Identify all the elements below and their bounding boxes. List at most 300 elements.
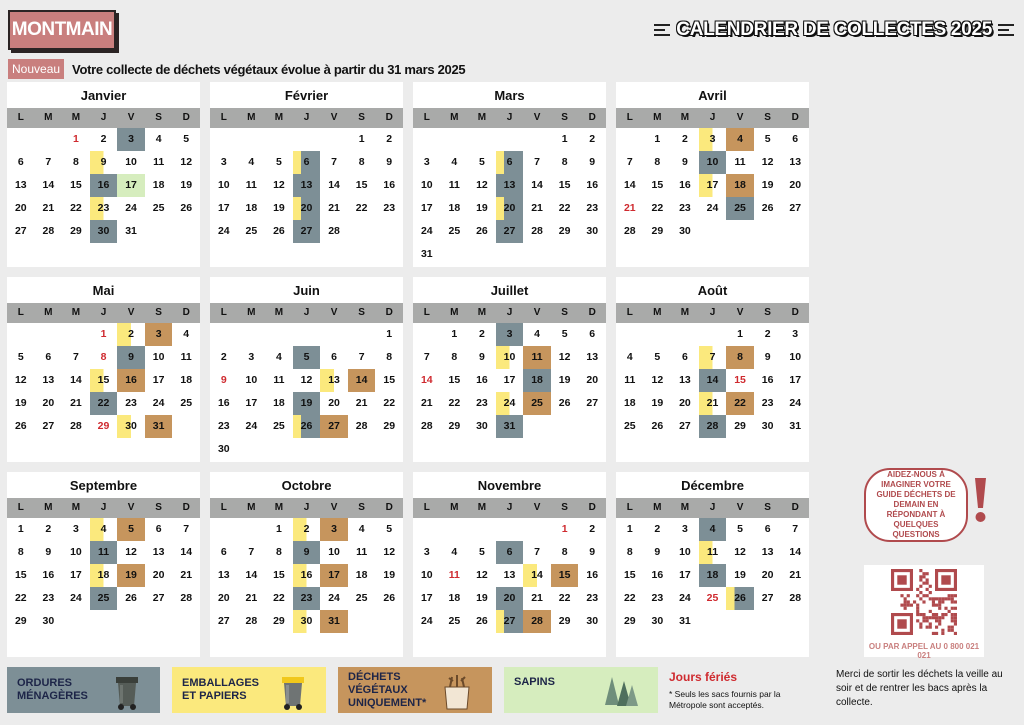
day-cell: 3 xyxy=(496,323,524,346)
qr-module xyxy=(919,575,922,578)
day-cell: 15 xyxy=(14,569,27,581)
qr-module xyxy=(938,607,941,610)
day-cell: 22 xyxy=(90,392,118,415)
qr-module xyxy=(922,600,925,603)
weekday-label: M xyxy=(44,502,53,513)
qr-module xyxy=(951,629,954,632)
day-cell: 20 xyxy=(761,569,774,581)
day-cell: 29 xyxy=(734,420,746,432)
day-cell: 12 xyxy=(14,374,27,386)
day-cell: 5 xyxy=(737,523,743,535)
day-cell: 22 xyxy=(726,392,754,415)
weekday-label: S xyxy=(764,307,771,318)
day-cell: 26 xyxy=(476,615,488,627)
day-cell: 24 xyxy=(789,397,802,409)
weekday-label: S xyxy=(764,112,771,123)
day-cell: 3 xyxy=(248,351,255,363)
qr-module xyxy=(935,613,938,616)
day-cell: 23 xyxy=(761,397,774,409)
day-cell: 22 xyxy=(355,202,368,214)
weekday-label: M xyxy=(653,307,662,318)
qr-finder xyxy=(897,619,906,628)
qr-module xyxy=(935,619,938,622)
weekday-label: M xyxy=(450,502,459,513)
day-cell: 29 xyxy=(14,615,27,627)
qr-module xyxy=(910,604,913,607)
empty-cell xyxy=(523,518,551,541)
weekday-label: S xyxy=(155,112,162,123)
day-cell: 4 xyxy=(626,351,633,363)
day-cell: 17 xyxy=(245,397,258,409)
weekday-label: J xyxy=(506,307,513,318)
qr-module xyxy=(907,600,910,603)
day-cell: 28 xyxy=(420,420,433,432)
legend-em-line1: EMBALLAGES xyxy=(182,677,259,689)
day-cell: 17 xyxy=(420,592,433,604)
qr-module xyxy=(935,626,938,629)
qr-module xyxy=(951,626,954,629)
qr-module xyxy=(916,613,919,616)
day-cell: 1 xyxy=(73,133,79,145)
day-cell: 25 xyxy=(523,392,551,415)
day-cell: 13 xyxy=(496,174,524,197)
day-cell: 15 xyxy=(383,374,396,386)
day-cell: 23 xyxy=(651,592,664,604)
day-cell: 30 xyxy=(90,220,118,243)
recycling-bin-icon xyxy=(278,673,308,711)
day-cell: 26 xyxy=(125,592,137,604)
month-name: Avril xyxy=(698,88,727,103)
day-cell: 16 xyxy=(217,397,230,409)
weekday-label: M xyxy=(44,112,53,123)
day-cell: 24 xyxy=(328,592,340,604)
day-cell: 20 xyxy=(328,397,340,409)
qr-module xyxy=(941,613,944,616)
weekday-header xyxy=(7,108,200,128)
day-cell: 16 xyxy=(383,179,396,191)
qr-module xyxy=(922,619,925,622)
day-cell: 14 xyxy=(699,369,727,392)
day-cell: 11 xyxy=(273,374,285,386)
day-cell: 1 xyxy=(451,328,458,340)
weekday-label: V xyxy=(533,502,541,513)
month-name: Juillet xyxy=(490,283,529,298)
month-name: Septembre xyxy=(69,478,138,493)
day-cell: 21 xyxy=(355,397,368,409)
day-cell: 23 xyxy=(679,202,691,214)
day-cell: 25 xyxy=(448,225,461,237)
day-cell: 12 xyxy=(300,374,313,386)
survey-bubble[interactable] xyxy=(864,468,968,542)
empty-cell xyxy=(35,128,63,151)
weekday-label: D xyxy=(791,112,799,123)
dash-right-icon xyxy=(998,24,1014,36)
qr-module xyxy=(951,613,954,616)
day-cell: 3 xyxy=(423,546,430,558)
empty-cell xyxy=(699,323,727,346)
day-cell: 13 xyxy=(152,546,165,558)
day-cell: 28 xyxy=(328,225,340,237)
weekday-label: M xyxy=(450,112,459,123)
empty-cell xyxy=(320,128,348,151)
day-cell: 25 xyxy=(180,397,193,409)
day-cell: 31 xyxy=(789,420,802,432)
empty-cell xyxy=(496,518,524,541)
day-cell: 7 xyxy=(699,346,727,369)
day-cell: 17 xyxy=(789,374,802,386)
day-cell: 18 xyxy=(90,564,118,587)
day-cell: 14 xyxy=(420,374,433,386)
qr-module xyxy=(929,585,932,588)
month-name: Octobre xyxy=(281,478,332,493)
day-cell: 3 xyxy=(423,156,430,168)
day-cell: 4 xyxy=(248,156,255,168)
empty-cell xyxy=(468,128,496,151)
weekday-label: M xyxy=(274,112,284,123)
day-cell: 18 xyxy=(523,369,551,392)
month-name: Novembre xyxy=(477,478,542,493)
empty-cell xyxy=(413,128,441,151)
day-cell: 14 xyxy=(789,546,802,558)
day-cell: 6 xyxy=(764,523,771,535)
day-cell: 14 xyxy=(531,179,543,191)
qr-module xyxy=(922,594,925,597)
weekday-label: D xyxy=(182,307,190,318)
qr-module xyxy=(951,616,954,619)
day-cell: 18 xyxy=(623,397,636,409)
qr-module xyxy=(916,588,919,591)
qr-module xyxy=(954,600,957,603)
qr-module xyxy=(904,600,907,603)
month-name: Mars xyxy=(494,88,525,103)
weekday-label: D xyxy=(791,502,799,513)
day-cell: 24 xyxy=(679,592,691,604)
weekday-label: M xyxy=(680,307,690,318)
day-cell: 18 xyxy=(355,569,368,581)
day-cell: 23 xyxy=(383,202,396,214)
day-cell: 29 xyxy=(558,615,571,627)
day-cell: 19 xyxy=(273,202,285,214)
day-cell: 13 xyxy=(679,374,691,386)
day-cell: 10 xyxy=(70,546,82,558)
empty-cell xyxy=(210,323,238,346)
weekday-label: M xyxy=(71,307,81,318)
days-grid xyxy=(413,323,606,438)
trash-bin-icon xyxy=(112,673,142,711)
day-cell: 13 xyxy=(320,369,348,392)
legend-dv-line1: DÉCHETS xyxy=(348,670,401,683)
day-cell: 11 xyxy=(523,346,551,369)
weekday-label: L xyxy=(626,502,633,513)
day-cell: 31 xyxy=(145,415,173,438)
qr-module xyxy=(922,616,925,619)
day-cell: 28 xyxy=(42,225,55,237)
day-cell: 20 xyxy=(293,197,321,220)
empty-cell xyxy=(210,518,238,541)
empty-cell xyxy=(7,128,35,151)
weekday-label: L xyxy=(17,502,24,513)
day-cell: 17 xyxy=(70,569,82,581)
empty-cell xyxy=(348,323,376,346)
day-cell: 10 xyxy=(496,346,524,369)
day-cell: 11 xyxy=(180,351,192,363)
weekday-label: S xyxy=(155,502,162,513)
qr-module xyxy=(941,600,944,603)
qr-module xyxy=(941,632,944,635)
legend-om-line1: ORDURES xyxy=(17,677,73,689)
qr-module xyxy=(919,613,922,616)
qr-module xyxy=(926,594,929,597)
day-cell: 3 xyxy=(699,128,727,151)
weekday-label: L xyxy=(220,502,227,513)
weekday-header xyxy=(616,498,809,518)
qr-module xyxy=(926,588,929,591)
days-grid xyxy=(616,518,809,633)
day-cell: 12 xyxy=(125,546,137,558)
day-cell: 9 xyxy=(682,156,688,168)
empty-cell xyxy=(293,323,321,346)
qr-module xyxy=(954,607,957,610)
qr-module xyxy=(929,591,932,594)
empty-cell xyxy=(265,323,293,346)
day-cell: 18 xyxy=(273,397,285,409)
day-cell: 9 xyxy=(589,156,596,168)
weekday-label: D xyxy=(385,307,393,318)
day-cell: 10 xyxy=(328,546,340,558)
qr-module xyxy=(948,594,951,597)
day-cell: 12 xyxy=(558,351,571,363)
days-grid xyxy=(7,323,200,438)
weekday-header xyxy=(7,303,200,323)
day-cell: 10 xyxy=(245,374,258,386)
day-cell: 7 xyxy=(358,351,365,363)
weekday-label: D xyxy=(588,307,596,318)
day-cell: 2 xyxy=(654,523,661,535)
day-cell: 16 xyxy=(761,374,774,386)
weekday-label: L xyxy=(626,112,633,123)
weekday-label: V xyxy=(736,307,744,318)
empty-cell xyxy=(238,128,266,151)
day-cell: 19 xyxy=(180,179,193,191)
day-cell: 21 xyxy=(531,592,543,604)
day-cell: 7 xyxy=(626,156,633,168)
day-cell: 20 xyxy=(789,179,802,191)
day-cell: 8 xyxy=(100,351,107,363)
qr-module xyxy=(904,597,907,600)
qr-module xyxy=(926,619,929,622)
day-cell: 12 xyxy=(273,179,285,191)
day-cell: 29 xyxy=(70,225,82,237)
qr-module xyxy=(944,613,947,616)
day-cell: 2 xyxy=(117,323,145,346)
day-cell: 10 xyxy=(699,151,727,174)
day-cell: 27 xyxy=(496,220,524,243)
day-cell: 11 xyxy=(153,156,165,168)
day-cell: 9 xyxy=(117,346,145,369)
day-cell: 13 xyxy=(42,374,55,386)
weekday-label: D xyxy=(182,112,190,123)
qr-module xyxy=(932,613,935,616)
qr-module xyxy=(919,569,922,572)
day-cell: 30 xyxy=(42,615,55,627)
weekday-label: J xyxy=(303,112,310,123)
day-cell: 4 xyxy=(155,133,162,145)
day-cell: 22 xyxy=(558,202,571,214)
day-cell: 4 xyxy=(183,328,190,340)
empty-cell xyxy=(644,323,672,346)
empty-cell xyxy=(293,128,321,151)
weekday-label: J xyxy=(100,307,107,318)
legend-emballages xyxy=(172,667,326,713)
day-cell: 31 xyxy=(679,615,691,627)
qr-module xyxy=(929,616,932,619)
day-cell: 26 xyxy=(14,420,27,432)
day-cell: 18 xyxy=(726,174,754,197)
day-cell: 3 xyxy=(117,128,145,151)
day-cell: 4 xyxy=(276,351,282,363)
day-cell: 13 xyxy=(14,179,27,191)
day-cell: 23 xyxy=(476,397,488,409)
qr-module xyxy=(929,626,932,629)
day-cell: 20 xyxy=(42,397,55,409)
day-cell: 13 xyxy=(217,569,230,581)
day-cell: 6 xyxy=(17,156,24,168)
weekday-label: D xyxy=(588,112,596,123)
weekday-label: D xyxy=(588,502,596,513)
qr-module xyxy=(913,600,916,603)
day-cell: 9 xyxy=(654,546,661,558)
day-cell: 3 xyxy=(792,328,799,340)
day-cell: 28 xyxy=(70,420,82,432)
dash-left-icon xyxy=(654,24,670,36)
day-cell: 20 xyxy=(586,374,599,386)
day-cell: 22 xyxy=(383,397,396,409)
weekday-label: L xyxy=(423,112,430,123)
day-cell: 28 xyxy=(531,225,543,237)
day-cell: 19 xyxy=(293,392,321,415)
day-cell: 22 xyxy=(448,397,461,409)
day-cell: 16 xyxy=(586,179,599,191)
new-text: Votre collecte de déchets végétaux évolue à partir du 31 mars 2025 xyxy=(72,61,466,77)
qr-module xyxy=(922,575,925,578)
day-cell: 28 xyxy=(789,592,802,604)
qr-module xyxy=(932,600,935,603)
day-cell: 13 xyxy=(293,174,321,197)
day-cell: 6 xyxy=(155,523,162,535)
weekday-label: S xyxy=(561,502,568,513)
day-cell: 26 xyxy=(383,592,396,604)
day-cell: 24 xyxy=(125,202,137,214)
day-cell: 17 xyxy=(217,202,230,214)
month-7 xyxy=(616,277,809,462)
day-cell: 8 xyxy=(73,156,79,168)
day-cell: 4 xyxy=(90,518,118,541)
day-cell: 26 xyxy=(476,225,488,237)
day-cell: 1 xyxy=(654,133,661,145)
day-cell: 12 xyxy=(761,156,774,168)
day-cell: 29 xyxy=(273,615,285,627)
weekday-label: M xyxy=(477,307,487,318)
day-cell: 25 xyxy=(152,202,165,214)
day-cell: 7 xyxy=(183,523,190,535)
day-cell: 10 xyxy=(420,179,433,191)
day-cell: 5 xyxy=(479,156,485,168)
qr-module xyxy=(926,582,929,585)
day-cell: 25 xyxy=(706,592,719,604)
weekday-header xyxy=(413,303,606,323)
day-cell: 9 xyxy=(764,351,771,363)
day-cell: 24 xyxy=(706,202,719,214)
day-cell: 11 xyxy=(90,541,118,564)
weekday-label: J xyxy=(506,112,513,123)
qr-module xyxy=(948,626,951,629)
month-name: Août xyxy=(697,283,728,298)
month-2 xyxy=(413,82,606,267)
qr-module xyxy=(926,572,929,575)
empty-cell xyxy=(496,128,524,151)
day-cell: 25 xyxy=(726,197,754,220)
day-cell: 14 xyxy=(245,569,258,581)
day-cell: 11 xyxy=(356,546,368,558)
weekday-label: V xyxy=(533,112,541,123)
day-cell: 15 xyxy=(558,179,571,191)
day-cell: 8 xyxy=(17,546,24,558)
weekday-label: V xyxy=(127,112,135,123)
day-cell: 6 xyxy=(792,133,799,145)
weekday-label: J xyxy=(100,502,107,513)
day-cell: 23 xyxy=(586,592,599,604)
day-cell: 18 xyxy=(699,564,727,587)
day-cell: 12 xyxy=(476,179,488,191)
day-cell: 21 xyxy=(245,592,258,604)
legend-sp-label: SAPINS xyxy=(514,676,555,688)
weekday-label: D xyxy=(182,502,190,513)
calendar-grid xyxy=(7,82,809,657)
qr-code-icon[interactable] xyxy=(891,569,957,635)
qr-module xyxy=(938,604,941,607)
day-cell: 5 xyxy=(764,133,771,145)
qr-module xyxy=(900,604,903,607)
day-cell: 17 xyxy=(699,174,727,197)
empty-cell xyxy=(210,128,238,151)
day-cell: 17 xyxy=(152,374,165,386)
qr-panel[interactable] xyxy=(864,565,984,660)
day-cell: 3 xyxy=(220,156,227,168)
day-cell: 27 xyxy=(761,592,774,604)
green-waste-bag-icon xyxy=(440,673,474,711)
weekday-header xyxy=(413,108,606,128)
qr-module xyxy=(938,600,941,603)
weekday-label: L xyxy=(220,112,227,123)
day-cell: 7 xyxy=(534,546,540,558)
day-cell: 26 xyxy=(651,420,664,432)
day-cell: 25 xyxy=(623,420,636,432)
days-grid xyxy=(210,518,403,633)
empty-cell xyxy=(616,323,644,346)
qr-module xyxy=(916,607,919,610)
day-cell: 9 xyxy=(293,541,321,564)
day-cell: 26 xyxy=(558,397,571,409)
day-cell: 9 xyxy=(220,374,227,386)
day-cell: 6 xyxy=(496,541,524,564)
weekday-label: S xyxy=(358,112,365,123)
day-cell: 2 xyxy=(293,518,321,541)
day-cell: 30 xyxy=(586,225,599,237)
day-cell: 29 xyxy=(623,615,636,627)
weekday-header xyxy=(616,108,809,128)
qr-module xyxy=(926,616,929,619)
day-cell: 17 xyxy=(117,174,145,197)
